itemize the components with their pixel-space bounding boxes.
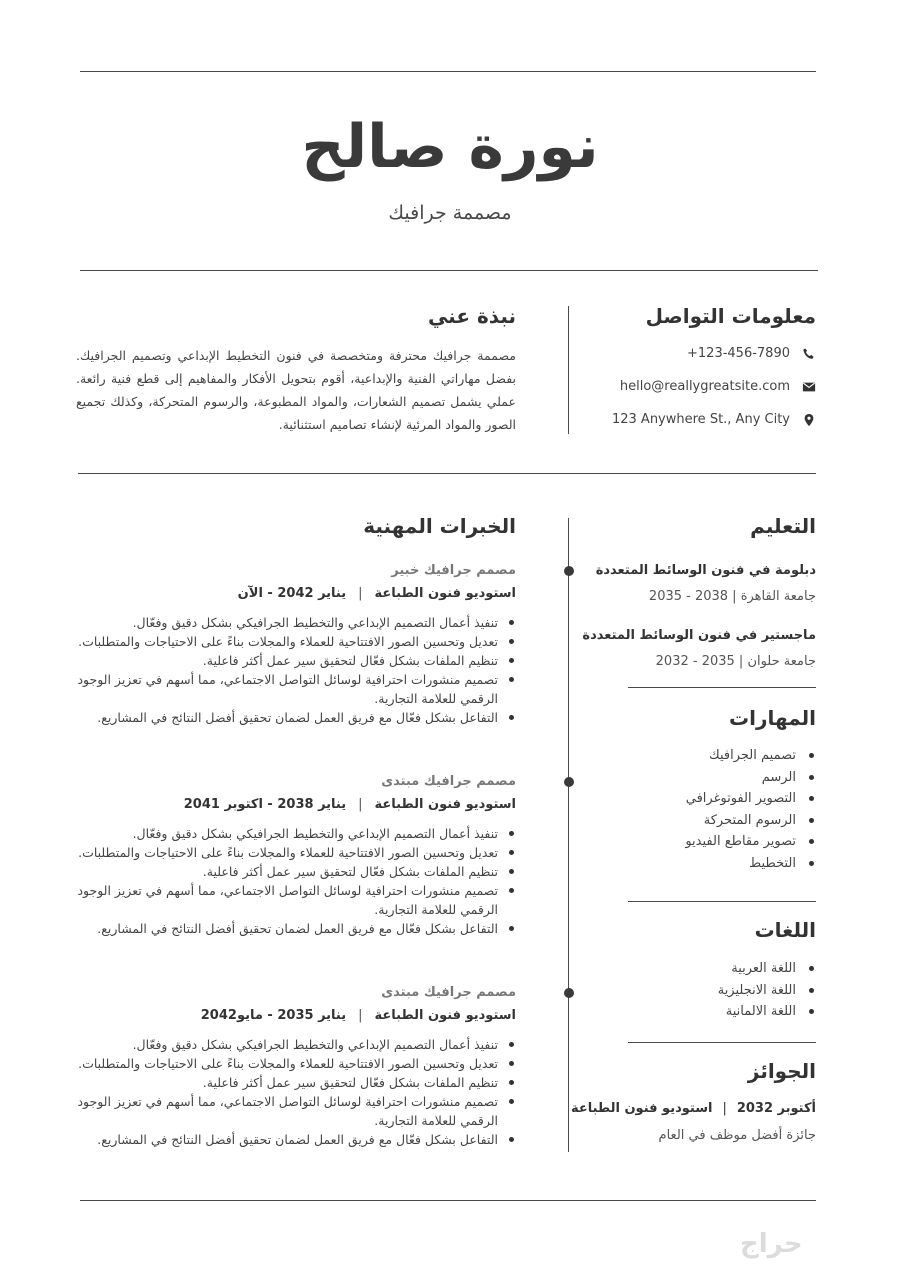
bottom-divider xyxy=(80,1200,816,1201)
education-item xyxy=(576,624,816,676)
job-company-period: استوديو فنون الطباعة|يناير 2035 - مايو2042 xyxy=(200,1008,516,1023)
languages-heading: اللغات xyxy=(755,918,816,942)
languages-divider xyxy=(628,1042,816,1043)
contact-address xyxy=(612,412,816,427)
job-entry xyxy=(76,772,516,938)
list-item: تنفيذ أعمال التصميم الإبداعي والتخطيط الجرافيكي بشكل دقيق وفعّال. xyxy=(76,1035,516,1054)
list-item: تنظيم الملفات بشكل فعّال لتحقيق سير عمل أكثر فاعلية. xyxy=(76,1073,516,1092)
award-title: أكتوبر 2032|استوديو فنون الطباعة xyxy=(570,1101,816,1116)
list-item: تنظيم الملفات بشكل فعّال لتحقيق سير عمل أكثر فاعلية. xyxy=(76,651,516,670)
list-item: التخطيط xyxy=(685,853,816,875)
list-item: تصميم منشورات احترافية لوسائل التواصل الاجتماعي، مما أسهم في تعزيز الوجود الرقمي للعلامة التجارية. xyxy=(76,881,516,919)
list-item: تعديل وتحسين الصور الافتتاحية للعملاء والمجلات بناءً على الاحتياجات والمتطلبات. xyxy=(76,843,516,862)
list-item: الرسوم المتحركة xyxy=(685,810,816,832)
award-item xyxy=(556,1097,816,1151)
job-role: مصمم جرافيك خبير xyxy=(391,563,516,578)
person-title: مصممة جرافيك xyxy=(388,202,512,224)
about-text: مصممة جرافيك محترفة ومتخصصة في فنون التخطيط الإبداعي وتصميم الجرافيك. بفضل مهاراتي الفنية والإبداعية، أقوم بتحويل الأفكار والمفاهيم إلى قطع فنية رائعة. عملي يشمل تصميم الشعارات، والمواد المطبوعة، والرسوم المتحركة، وكذلك تجميع الصور والمواد المرئية لإنشاء تصاميم استثنائية. xyxy=(76,348,516,432)
job-bullets xyxy=(76,613,516,727)
list-item: تصميم منشورات احترافية لوسائل التواصل الاجتماعي، مما أسهم في تعزيز الوجود الرقمي للعلامة التجارية. xyxy=(76,670,516,708)
list-item: التفاعل بشكل فعّال مع فريق العمل لضمان تحقيق أفضل النتائج في المشاريع. xyxy=(76,708,516,727)
phone-icon xyxy=(802,347,816,361)
about-heading: نبذة عني xyxy=(428,304,516,328)
list-item: تنفيذ أعمال التصميم الإبداعي والتخطيط الجرافيكي بشكل دقيق وفعّال. xyxy=(76,824,516,843)
job-role: مصمم جرافيك مبتدى xyxy=(381,985,516,1000)
address-value: 123 Anywhere St., Any City xyxy=(611,412,790,427)
education-heading: التعليم xyxy=(750,514,816,538)
list-item: تصميم منشورات احترافية لوسائل التواصل الاجتماعي، مما أسهم في تعزيز الوجود الرقمي للعلامة التجارية. xyxy=(76,1092,516,1130)
job-company-period: استوديو فنون الطباعة|يناير 2042 - الآن xyxy=(237,586,516,601)
mail-icon xyxy=(802,380,816,394)
list-item: تنفيذ أعمال التصميم الإبداعي والتخطيط الجرافيكي بشكل دقيق وفعّال. xyxy=(76,613,516,632)
skills-heading: المهارات xyxy=(729,706,816,730)
list-item: تعديل وتحسين الصور الافتتاحية للعملاء والمجلات بناءً على الاحتياجات والمتطلبات. xyxy=(76,632,516,651)
contact-email xyxy=(620,379,816,394)
list-item: اللغة الالمانية xyxy=(718,1001,816,1023)
skills-list xyxy=(685,745,816,874)
timeline-dot xyxy=(564,988,574,998)
award-description: جائزة أفضل موظف في العام xyxy=(658,1128,816,1143)
job-bullets xyxy=(76,1035,516,1149)
timeline-dot xyxy=(564,777,574,787)
list-item: تصوير مقاطع الفيديو xyxy=(685,831,816,853)
list-item: اللغة الانجليزية xyxy=(718,980,816,1002)
contact-heading: معلومات التواصل xyxy=(646,304,816,328)
job-entry xyxy=(76,983,516,1149)
top-divider xyxy=(80,71,816,72)
list-item: التصوير الفوتوغرافي xyxy=(685,788,816,810)
languages-list xyxy=(718,958,816,1023)
header-divider xyxy=(80,270,818,271)
job-entry xyxy=(76,561,516,727)
timeline-line xyxy=(568,518,569,1152)
timeline-dot xyxy=(564,566,574,576)
experience-heading: الخبرات المهنية xyxy=(363,514,516,538)
job-bullets xyxy=(76,824,516,938)
education-degree: دبلومة في فنون الوسائط المتعددة xyxy=(595,563,816,578)
person-name: نورة صالح xyxy=(301,112,599,182)
list-item: اللغة العربية xyxy=(718,958,816,980)
awards-heading: الجوائز xyxy=(748,1059,816,1083)
email-value: hello@reallygreatsite.com xyxy=(619,379,790,394)
list-item: تعديل وتحسين الصور الافتتاحية للعملاء والمجلات بناءً على الاحتياجات والمتطلبات. xyxy=(76,1054,516,1073)
education-divider xyxy=(628,687,816,688)
list-item: تنظيم الملفات بشكل فعّال لتحقيق سير عمل أكثر فاعلية. xyxy=(76,862,516,881)
watermark-logo: حراج xyxy=(740,1229,803,1259)
education-degree: ماجستير في فنون الوسائط المتعددة xyxy=(582,628,816,643)
job-company-period: استوديو فنون الطباعة|يناير 2038 - اكتوبر 2041 xyxy=(183,797,516,812)
list-item: التفاعل بشكل فعّال مع فريق العمل لضمان تحقيق أفضل النتائج في المشاريع. xyxy=(76,1130,516,1149)
top-column-divider xyxy=(568,306,569,434)
section-divider xyxy=(78,473,816,474)
education-school-years: جامعة القاهرة | 2035 - 2038 xyxy=(648,589,816,604)
education-item xyxy=(576,559,816,611)
phone-value: +123-456-7890 xyxy=(687,346,790,361)
list-item: التفاعل بشكل فعّال مع فريق العمل لضمان تحقيق أفضل النتائج في المشاريع. xyxy=(76,919,516,938)
skills-divider xyxy=(628,901,816,902)
job-role: مصمم جرافيك مبتدى xyxy=(381,774,516,789)
list-item: الرسم xyxy=(685,767,816,789)
location-pin-icon xyxy=(802,413,816,427)
list-item: تصميم الجرافيك xyxy=(685,745,816,767)
education-school-years: جامعة حلوان | 2032 - 2035 xyxy=(655,654,816,669)
contact-phone xyxy=(687,346,816,361)
